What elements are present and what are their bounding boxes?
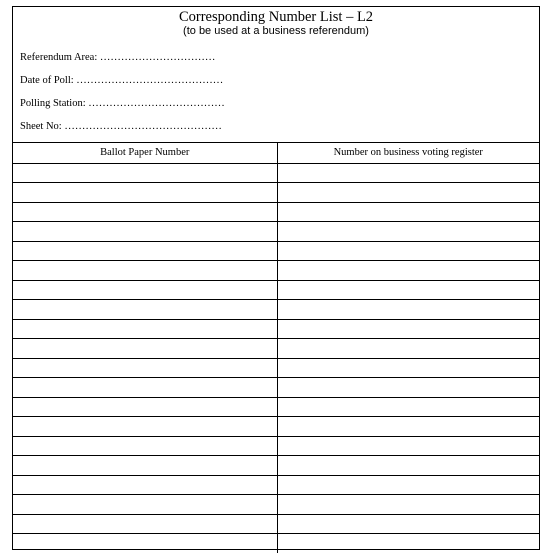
table-row <box>13 339 539 359</box>
table-row <box>13 358 539 378</box>
table-row <box>13 280 539 300</box>
ballot-paper-number-cell[interactable] <box>13 397 277 417</box>
ballot-paper-number-cell[interactable] <box>13 319 277 339</box>
ballot-paper-number-cell[interactable] <box>13 300 277 320</box>
table-row <box>13 378 539 398</box>
table-row <box>13 163 539 183</box>
ballot-paper-number-cell[interactable] <box>13 378 277 398</box>
register-number-cell[interactable] <box>277 397 539 417</box>
table-row <box>13 514 539 534</box>
register-number-cell[interactable] <box>277 261 539 281</box>
sheet-no-label: Sheet No: <box>20 121 62 132</box>
table-row <box>13 534 539 554</box>
ballot-paper-number-cell[interactable] <box>13 280 277 300</box>
ballot-paper-number-cell[interactable] <box>13 514 277 534</box>
polling-station-dots: ………………………………… <box>88 98 225 109</box>
register-number-cell[interactable] <box>277 475 539 495</box>
ballot-paper-number-cell[interactable] <box>13 436 277 456</box>
register-number-cell[interactable] <box>277 319 539 339</box>
table-header-row <box>13 143 539 163</box>
register-number-cell[interactable] <box>277 417 539 437</box>
ballot-paper-number-header: Ballot Paper Number <box>13 143 277 163</box>
polling-station-label: Polling Station: <box>20 98 86 109</box>
polling-station-field <box>20 98 225 110</box>
table-row <box>13 475 539 495</box>
register-number-cell[interactable] <box>277 339 539 359</box>
business-voting-register-header: Number on business voting register <box>277 143 539 163</box>
ballot-paper-number-cell[interactable] <box>13 475 277 495</box>
referendum-area-label: Referendum Area: <box>20 52 98 63</box>
sheet-no-field <box>20 121 222 133</box>
register-number-cell[interactable] <box>277 358 539 378</box>
table-row <box>13 417 539 437</box>
date-of-poll-field <box>20 75 223 87</box>
ballot-paper-number-cell[interactable] <box>13 222 277 242</box>
table-row <box>13 183 539 203</box>
referendum-area-dots: …………………………… <box>99 52 216 63</box>
sheet-no-dots: ……………………………………… <box>64 121 222 132</box>
ballot-paper-number-cell[interactable] <box>13 183 277 203</box>
register-number-cell[interactable] <box>277 514 539 534</box>
register-number-cell[interactable] <box>277 241 539 261</box>
table-row <box>13 436 539 456</box>
register-number-cell[interactable] <box>277 495 539 515</box>
table-row <box>13 456 539 476</box>
ballot-paper-number-cell[interactable] <box>13 202 277 222</box>
ballot-number-table <box>13 143 539 553</box>
register-number-cell[interactable] <box>277 436 539 456</box>
table-row <box>13 319 539 339</box>
register-number-cell[interactable] <box>277 456 539 476</box>
form-subtitle: (to be used at a business referendum) <box>183 25 369 37</box>
date-of-poll-label: Date of Poll: <box>20 75 74 86</box>
table-row <box>13 241 539 261</box>
register-number-cell[interactable] <box>277 183 539 203</box>
ballot-paper-number-cell[interactable] <box>13 534 277 554</box>
register-number-cell[interactable] <box>277 300 539 320</box>
corresponding-number-list-form <box>12 6 540 550</box>
ballot-paper-number-cell[interactable] <box>13 241 277 261</box>
register-number-cell[interactable] <box>277 202 539 222</box>
ballot-paper-number-cell[interactable] <box>13 339 277 359</box>
ballot-paper-number-cell[interactable] <box>13 261 277 281</box>
form-title: Corresponding Number List – L2 <box>178 9 374 25</box>
table-row <box>13 397 539 417</box>
referendum-area-field <box>20 52 215 64</box>
ballot-paper-number-cell[interactable] <box>13 495 277 515</box>
register-number-cell[interactable] <box>277 534 539 554</box>
date-of-poll-dots: …………………………………… <box>76 75 224 86</box>
table-row <box>13 222 539 242</box>
table-row <box>13 261 539 281</box>
form-header <box>13 7 539 143</box>
table-body <box>13 163 539 553</box>
register-number-cell[interactable] <box>277 280 539 300</box>
register-number-cell[interactable] <box>277 222 539 242</box>
register-number-cell[interactable] <box>277 378 539 398</box>
register-number-cell[interactable] <box>277 163 539 183</box>
ballot-paper-number-cell[interactable] <box>13 163 277 183</box>
ballot-paper-number-cell[interactable] <box>13 417 277 437</box>
table-row <box>13 300 539 320</box>
ballot-paper-number-cell[interactable] <box>13 456 277 476</box>
table-row <box>13 202 539 222</box>
ballot-paper-number-cell[interactable] <box>13 358 277 378</box>
table-row <box>13 495 539 515</box>
